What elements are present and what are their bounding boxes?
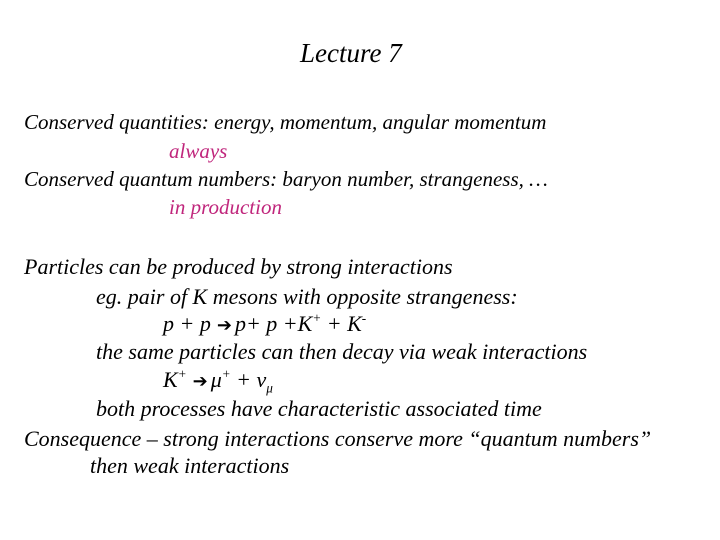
associated-time-line: both processes have characteristic associated time — [96, 396, 542, 421]
arrow-right-icon: ➔ — [216, 315, 232, 335]
decay-k-charge: + — [177, 366, 187, 382]
neutrino-subscript: μ — [266, 380, 273, 396]
production-reaction — [163, 310, 367, 336]
decay-muon-charge: + — [221, 366, 231, 382]
decay-neutrino: + ν — [230, 367, 267, 392]
consequence-line: Consequence – strong interactions conserve more “quantum numbers” — [24, 426, 652, 451]
weak-decay-line: the same particles can then decay via weak interactions — [96, 339, 588, 364]
k-minus-charge: - — [361, 310, 367, 326]
decay-k: K — [163, 367, 178, 392]
reaction-rhs-a: p+ p +K — [234, 311, 313, 336]
conserved-quantum-numbers-line: Conserved quantum numbers: baryon number, strangeness, … — [24, 167, 548, 191]
kaon-pair-example-line: eg. pair of K mesons with opposite strangeness: — [96, 284, 518, 309]
decay-reaction — [163, 366, 273, 396]
page-title: Lecture 7 — [300, 38, 402, 68]
consequence-continuation: then weak interactions — [90, 453, 290, 478]
particles-produced-line: Particles can be produced by strong interactions — [24, 254, 453, 279]
k-plus-charge: + — [312, 310, 322, 326]
decay-muon: μ — [210, 367, 222, 392]
reaction-rhs-b: + K — [321, 311, 362, 336]
reaction-lhs: p + p — [163, 311, 211, 336]
conserved-quantities-line: Conserved quantities: energy, momentum, angular momentum — [24, 110, 547, 134]
arrow-right-icon: ➔ — [192, 371, 208, 391]
conserved-quantum-numbers-note: in production — [169, 195, 282, 219]
conserved-quantities-note: always — [169, 139, 228, 163]
